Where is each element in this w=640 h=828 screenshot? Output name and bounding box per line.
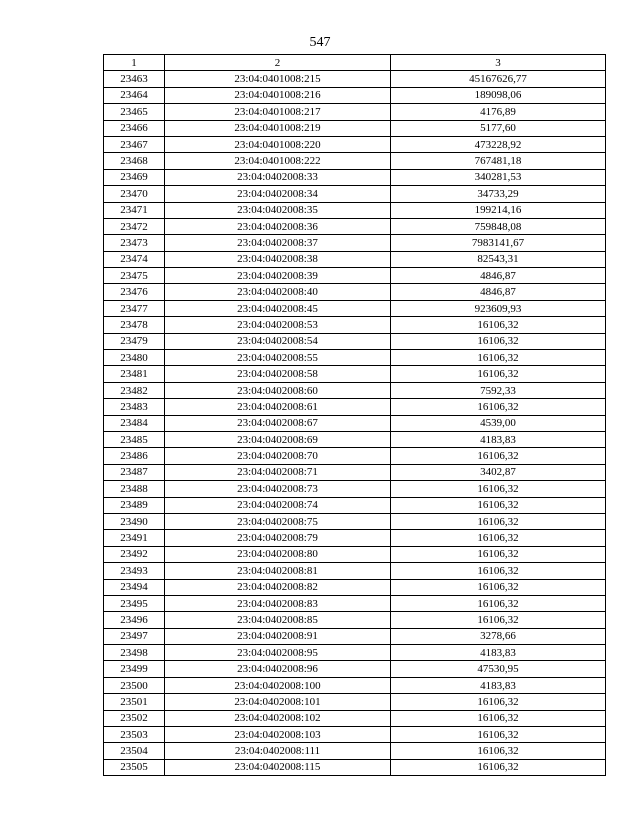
table-row: [104, 530, 606, 546]
data-table: [103, 54, 606, 776]
cell-cadastral-id: 23:04:0402008:79: [165, 530, 391, 546]
table-row: [104, 268, 606, 284]
cell-cadastral-id: 23:04:0402008:103: [165, 727, 391, 743]
table-row: [104, 497, 606, 513]
cell-value: 4846,87: [391, 284, 606, 300]
cell-value: 16106,32: [391, 366, 606, 382]
cell-cadastral-id: 23:04:0402008:115: [165, 759, 391, 775]
cell-number: 23499: [104, 661, 165, 677]
table-row: [104, 202, 606, 218]
cell-number: 23505: [104, 759, 165, 775]
cell-value: 16106,32: [391, 694, 606, 710]
cell-number: 23463: [104, 71, 165, 87]
cell-number: 23469: [104, 169, 165, 185]
cell-cadastral-id: 23:04:0402008:34: [165, 186, 391, 202]
cell-value: 16106,32: [391, 513, 606, 529]
cell-value: 16106,32: [391, 350, 606, 366]
cell-cadastral-id: 23:04:0402008:100: [165, 677, 391, 693]
cell-number: 23498: [104, 645, 165, 661]
cell-value: 3402,87: [391, 464, 606, 480]
cell-number: 23490: [104, 513, 165, 529]
cell-value: 3278,66: [391, 628, 606, 644]
cell-cadastral-id: 23:04:0401008:219: [165, 120, 391, 136]
table-row: [104, 415, 606, 431]
cell-cadastral-id: 23:04:0401008:217: [165, 104, 391, 120]
table-row: [104, 579, 606, 595]
cell-cadastral-id: 23:04:0402008:39: [165, 268, 391, 284]
cell-value: 16106,32: [391, 710, 606, 726]
header-row: [104, 55, 606, 71]
cell-value: 7983141,67: [391, 235, 606, 251]
cell-number: 23476: [104, 284, 165, 300]
cell-number: 23484: [104, 415, 165, 431]
cell-cadastral-id: 23:04:0402008:61: [165, 399, 391, 415]
cell-number: 23479: [104, 333, 165, 349]
cell-number: 23485: [104, 431, 165, 447]
cell-number: 23491: [104, 530, 165, 546]
cell-cadastral-id: 23:04:0401008:215: [165, 71, 391, 87]
cell-number: 23497: [104, 628, 165, 644]
column-header-1: 1: [104, 55, 165, 71]
table-row: [104, 317, 606, 333]
table-row: [104, 71, 606, 87]
cell-number: 23474: [104, 251, 165, 267]
cell-value: 16106,32: [391, 579, 606, 595]
table-row: [104, 235, 606, 251]
cell-number: 23464: [104, 87, 165, 103]
cell-cadastral-id: 23:04:0402008:102: [165, 710, 391, 726]
cell-value: 16106,32: [391, 317, 606, 333]
cell-value: 16106,32: [391, 399, 606, 415]
table-row: [104, 186, 606, 202]
table-row: [104, 284, 606, 300]
table-row: [104, 169, 606, 185]
table-row: [104, 382, 606, 398]
table-row: [104, 333, 606, 349]
cell-cadastral-id: 23:04:0402008:33: [165, 169, 391, 185]
cell-number: 23504: [104, 743, 165, 759]
cell-value: 473228,92: [391, 136, 606, 152]
cell-cadastral-id: 23:04:0402008:45: [165, 300, 391, 316]
cell-cadastral-id: 23:04:0402008:37: [165, 235, 391, 251]
table-row: [104, 677, 606, 693]
cell-cadastral-id: 23:04:0402008:74: [165, 497, 391, 513]
table-body: [104, 71, 606, 776]
table-row: [104, 120, 606, 136]
cell-number: 23496: [104, 612, 165, 628]
cell-value: 4539,00: [391, 415, 606, 431]
cell-cadastral-id: 23:04:0402008:80: [165, 546, 391, 562]
cell-value: 82543,31: [391, 251, 606, 267]
table-row: [104, 481, 606, 497]
cell-value: 5177,60: [391, 120, 606, 136]
cell-value: 45167626,77: [391, 71, 606, 87]
cell-number: 23466: [104, 120, 165, 136]
table-row: [104, 431, 606, 447]
cell-cadastral-id: 23:04:0401008:216: [165, 87, 391, 103]
table-row: [104, 513, 606, 529]
table-row: [104, 694, 606, 710]
cell-number: 23486: [104, 448, 165, 464]
cell-number: 23471: [104, 202, 165, 218]
table-row: [104, 104, 606, 120]
table-row: [104, 595, 606, 611]
cell-value: 16106,32: [391, 612, 606, 628]
cell-number: 23467: [104, 136, 165, 152]
cell-cadastral-id: 23:04:0402008:55: [165, 350, 391, 366]
cell-value: 4183,83: [391, 431, 606, 447]
cell-cadastral-id: 23:04:0402008:75: [165, 513, 391, 529]
cell-number: 23465: [104, 104, 165, 120]
cell-cadastral-id: 23:04:0402008:71: [165, 464, 391, 480]
cell-cadastral-id: 23:04:0402008:54: [165, 333, 391, 349]
cell-value: 16106,32: [391, 727, 606, 743]
cell-number: 23501: [104, 694, 165, 710]
cell-number: 23495: [104, 595, 165, 611]
cell-number: 23502: [104, 710, 165, 726]
cell-number: 23483: [104, 399, 165, 415]
cell-value: 767481,18: [391, 153, 606, 169]
cell-number: 23478: [104, 317, 165, 333]
table-row: [104, 464, 606, 480]
cell-cadastral-id: 23:04:0402008:111: [165, 743, 391, 759]
cell-cadastral-id: 23:04:0402008:96: [165, 661, 391, 677]
cell-value: 16106,32: [391, 759, 606, 775]
cell-cadastral-id: 23:04:0402008:70: [165, 448, 391, 464]
cell-number: 23472: [104, 218, 165, 234]
column-header-3: 3: [391, 55, 606, 71]
cell-cadastral-id: 23:04:0402008:95: [165, 645, 391, 661]
table-row: [104, 727, 606, 743]
table-row: [104, 448, 606, 464]
cell-cadastral-id: 23:04:0402008:38: [165, 251, 391, 267]
table-row: [104, 136, 606, 152]
cell-number: 23493: [104, 563, 165, 579]
cell-value: 199214,16: [391, 202, 606, 218]
cell-number: 23488: [104, 481, 165, 497]
cell-number: 23473: [104, 235, 165, 251]
cell-value: 923609,93: [391, 300, 606, 316]
cell-cadastral-id: 23:04:0401008:220: [165, 136, 391, 152]
cell-cadastral-id: 23:04:0402008:35: [165, 202, 391, 218]
cell-value: 47530,95: [391, 661, 606, 677]
table-row: [104, 87, 606, 103]
column-header-2: 2: [165, 55, 391, 71]
table-row: [104, 251, 606, 267]
cell-cadastral-id: 23:04:0402008:91: [165, 628, 391, 644]
table-row: [104, 300, 606, 316]
cell-cadastral-id: 23:04:0402008:53: [165, 317, 391, 333]
table-header: [104, 55, 606, 71]
cell-number: 23468: [104, 153, 165, 169]
cell-cadastral-id: 23:04:0402008:60: [165, 382, 391, 398]
cell-cadastral-id: 23:04:0402008:40: [165, 284, 391, 300]
cell-number: 23481: [104, 366, 165, 382]
table-row: [104, 563, 606, 579]
cell-cadastral-id: 23:04:0402008:58: [165, 366, 391, 382]
cell-value: 4846,87: [391, 268, 606, 284]
table-row: [104, 399, 606, 415]
cell-number: 23470: [104, 186, 165, 202]
table-row: [104, 743, 606, 759]
cell-value: 16106,32: [391, 595, 606, 611]
cell-value: 16106,32: [391, 448, 606, 464]
cell-cadastral-id: 23:04:0402008:85: [165, 612, 391, 628]
cell-value: 4183,83: [391, 645, 606, 661]
cell-number: 23480: [104, 350, 165, 366]
cell-value: 759848,08: [391, 218, 606, 234]
cell-number: 23500: [104, 677, 165, 693]
cell-cadastral-id: 23:04:0402008:81: [165, 563, 391, 579]
table-row: [104, 366, 606, 382]
cell-value: 16106,32: [391, 333, 606, 349]
table-row: [104, 153, 606, 169]
cell-value: 16106,32: [391, 497, 606, 513]
cell-value: 16106,32: [391, 530, 606, 546]
cell-number: 23494: [104, 579, 165, 595]
cell-number: 23492: [104, 546, 165, 562]
cell-value: 34733,29: [391, 186, 606, 202]
cell-value: 16106,32: [391, 546, 606, 562]
cell-number: 23477: [104, 300, 165, 316]
table-row: [104, 710, 606, 726]
cell-value: 16106,32: [391, 743, 606, 759]
cell-cadastral-id: 23:04:0402008:82: [165, 579, 391, 595]
cell-cadastral-id: 23:04:0402008:69: [165, 431, 391, 447]
table-row: [104, 628, 606, 644]
cell-number: 23475: [104, 268, 165, 284]
page-number: 547: [309, 35, 331, 50]
cell-value: 189098,06: [391, 87, 606, 103]
cell-cadastral-id: 23:04:0402008:73: [165, 481, 391, 497]
cell-number: 23487: [104, 464, 165, 480]
cell-number: 23503: [104, 727, 165, 743]
cell-value: 340281,53: [391, 169, 606, 185]
cell-value: 16106,32: [391, 563, 606, 579]
cell-value: 4176,89: [391, 104, 606, 120]
cell-cadastral-id: 23:04:0401008:222: [165, 153, 391, 169]
cell-cadastral-id: 23:04:0402008:101: [165, 694, 391, 710]
table-row: [104, 645, 606, 661]
table-row: [104, 218, 606, 234]
cell-number: 23482: [104, 382, 165, 398]
table-row: [104, 759, 606, 775]
cell-cadastral-id: 23:04:0402008:83: [165, 595, 391, 611]
cell-value: 16106,32: [391, 481, 606, 497]
table-row: [104, 612, 606, 628]
table-row: [104, 350, 606, 366]
cell-value: 4183,83: [391, 677, 606, 693]
cell-cadastral-id: 23:04:0402008:67: [165, 415, 391, 431]
cell-number: 23489: [104, 497, 165, 513]
cell-value: 7592,33: [391, 382, 606, 398]
table-row: [104, 546, 606, 562]
cell-cadastral-id: 23:04:0402008:36: [165, 218, 391, 234]
table-row: [104, 661, 606, 677]
